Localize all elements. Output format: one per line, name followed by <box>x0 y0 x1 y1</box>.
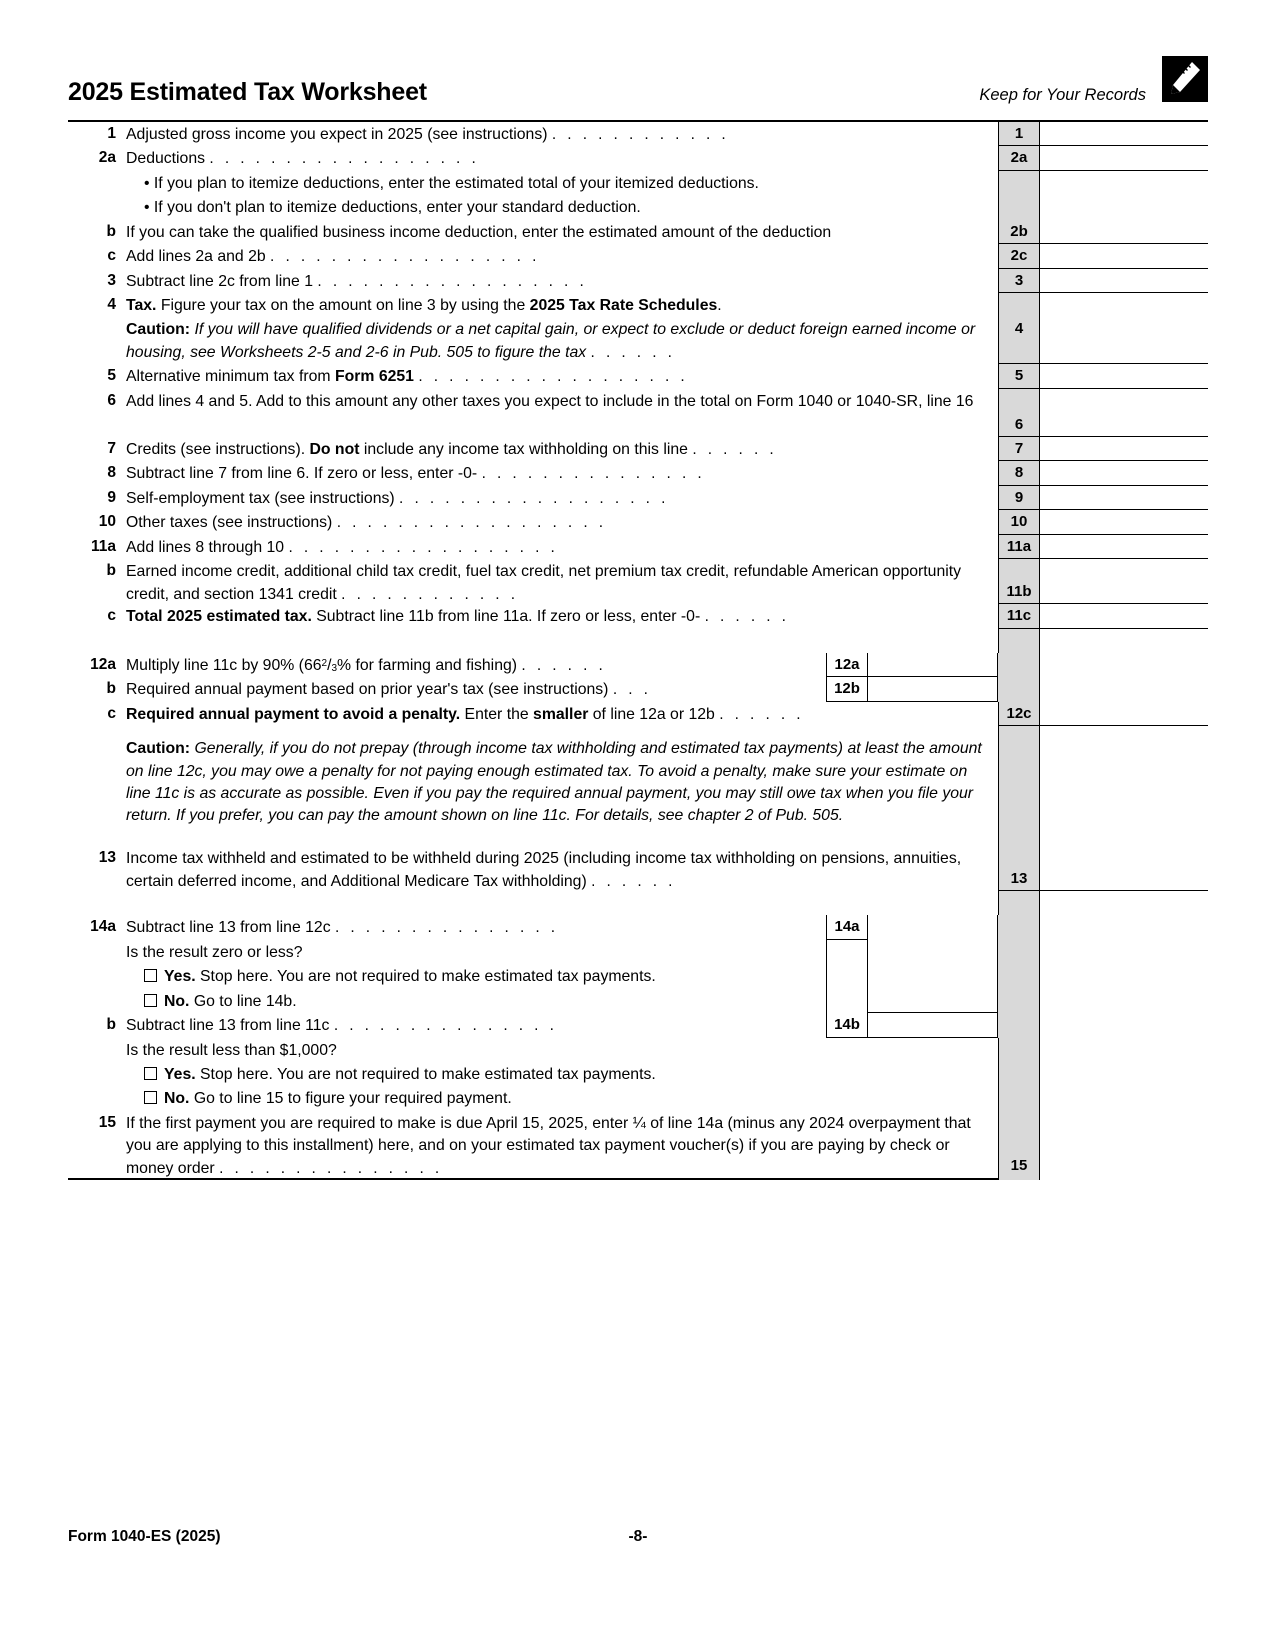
line-number: 6 <box>107 391 116 409</box>
smaller-emphasis: smaller <box>533 705 589 723</box>
line-2a-description: Deductions <box>126 150 206 168</box>
line-text <box>126 1013 826 1037</box>
keep-for-records-note: Keep for Your Records <box>979 86 1146 104</box>
line-text <box>126 989 826 1013</box>
line-number: 9 <box>107 488 116 506</box>
line-9-description: Self-employment tax (see instructions) <box>126 489 395 507</box>
line-text <box>126 413 998 437</box>
line-text <box>126 146 998 170</box>
line-number-blank <box>68 964 126 988</box>
line-number: b <box>106 680 116 698</box>
line-12c-label: 12c <box>998 702 1040 726</box>
worksheet-line-14b <box>68 1013 1208 1037</box>
shaded-cell <box>998 989 1040 1013</box>
line-number-blank <box>68 317 126 364</box>
leader-dots: . . . . . . . . . . . . . . . . . . <box>288 538 559 556</box>
line-text <box>126 867 998 891</box>
line-2a-amount-field[interactable] <box>1040 146 1208 170</box>
line-2b-description: If you can take the qualified business income deduction, enter the estimated amount of the deduction <box>126 223 832 241</box>
line-text <box>126 1154 998 1178</box>
worksheet-line-6-box <box>68 413 1208 437</box>
worksheet-line-8 <box>68 461 1208 485</box>
blank-cell <box>1040 726 1208 846</box>
page-footer <box>68 1528 1208 1546</box>
leader-dots: . . . . . . . . . . . . . . . . . . <box>317 272 588 290</box>
line-number: 14a <box>90 918 116 936</box>
spacer-row <box>68 629 1208 653</box>
worksheet-line-14a-question <box>68 940 1208 964</box>
line-2c-description: Add lines 2a and 2b <box>126 248 266 266</box>
line-15-label: 15 <box>998 1154 1040 1178</box>
checkbox-14a-no[interactable] <box>144 994 157 1007</box>
line-text: Multiply line 11c by 90% ($66^2/_3\%$ for farming and fishing) . . . . . . <box>126 656 607 674</box>
fraction-numerator: 2 <box>321 657 328 669</box>
standard-deduction-bullet-text: • If you don't plan to itemize deductions, enter your standard deduction. <box>144 199 641 217</box>
line-number-blank <box>68 726 126 846</box>
line-14b-amount-field[interactable] <box>868 1013 998 1037</box>
leader-dots: . . . . . . <box>692 441 778 459</box>
line-8-amount-field[interactable] <box>1040 461 1208 485</box>
line-11a-label: 11a <box>998 535 1040 559</box>
line-13-amount-field[interactable] <box>1040 867 1208 891</box>
line-2b-amount-field[interactable] <box>1040 220 1208 244</box>
line-number-blank <box>68 1086 126 1110</box>
no-text: Go to line 15 to figure your required payment. <box>189 1090 512 1108</box>
line-text <box>126 702 998 726</box>
line-4-description: Figure your tax on the amount on line 3 by using the <box>156 296 530 314</box>
line-number-blank <box>68 1038 126 1062</box>
blank-cell <box>1040 1062 1208 1086</box>
line-5-description: Alternative minimum tax from <box>126 368 335 386</box>
itemize-bullet-text: • If you plan to itemize deductions, enter the estimated total of your itemized deductions. <box>144 174 759 192</box>
blank-cell <box>1040 940 1208 964</box>
shaded-cell <box>998 1013 1040 1037</box>
shaded-cell <box>998 677 1040 701</box>
line-11b-label: 11b <box>998 580 1040 604</box>
yes-text: Stop here. You are not required to make estimated tax payments. <box>195 1065 656 1083</box>
worksheet-line-2c <box>68 244 1208 268</box>
worksheet-line-4 <box>68 293 1208 317</box>
blank-cell <box>1040 195 1208 219</box>
line-text <box>126 486 998 510</box>
worksheet-line-13-box <box>68 867 1208 891</box>
checkbox-14b-yes[interactable] <box>144 1067 157 1080</box>
line-14b-description: Subtract line 13 from line 11c <box>126 1017 330 1035</box>
line-12a-label: 12a <box>826 653 868 677</box>
worksheet-line-7 <box>68 437 1208 461</box>
line-11b-amount-field[interactable] <box>1040 580 1208 604</box>
line-4-tax-label: Tax. <box>126 296 157 314</box>
line-12b-label: 12b <box>826 677 868 701</box>
line-number: 13 <box>98 849 116 867</box>
blank-cell <box>1040 171 1208 195</box>
line-11c-description: Subtract line 11b from line 11a. If zero or less, enter -0- <box>311 608 701 626</box>
leader-dots: . . . <box>612 681 652 699</box>
worksheet-line-3 <box>68 269 1208 293</box>
line-text <box>126 1086 998 1110</box>
checkbox-14a-yes[interactable] <box>144 969 157 982</box>
worksheet-line-12b <box>68 677 1208 701</box>
line-6-amount-field[interactable] <box>1040 413 1208 437</box>
shaded-cell <box>998 171 1040 195</box>
leader-dots: . . . . . . . . . . . . . . . . . . <box>209 150 480 168</box>
line-2c-amount-field[interactable] <box>1040 244 1208 268</box>
line-8-label: 8 <box>998 461 1040 485</box>
leader-dots: . . . . . . <box>704 608 790 626</box>
line-text <box>126 122 998 146</box>
shaded-cell <box>998 891 1040 915</box>
caution-label: Caution: <box>126 740 191 758</box>
line-14a-question: Is the result zero or less? <box>126 943 303 961</box>
line-8-description: Subtract line 7 from line 6. If zero or less, enter -0- <box>126 465 478 483</box>
shaded-cell <box>998 629 1040 653</box>
shaded-cell <box>998 293 1040 317</box>
form-identifier: Form 1040-ES (2025) <box>68 1528 221 1545</box>
worksheet-line-14a-yes <box>68 964 1208 988</box>
line-text <box>126 915 826 939</box>
worksheet-line-10 <box>68 510 1208 534</box>
line-13-label: 13 <box>998 867 1040 891</box>
line-11a-amount-field[interactable] <box>1040 535 1208 559</box>
line-3-label: 3 <box>998 269 1040 293</box>
blank-cell <box>1040 293 1208 317</box>
line-7-description-cont: include any income tax withholding on this line <box>359 441 688 459</box>
line-text <box>126 510 998 534</box>
leader-dots: . . . . . . . . . . . . <box>341 585 519 603</box>
line-number-blank <box>68 195 126 219</box>
line-text <box>126 220 998 244</box>
worksheet-line-4-caution <box>68 317 1208 364</box>
worksheet-line-2a-bullet-2 <box>68 195 1208 219</box>
line-14a-label: 14a <box>826 915 868 939</box>
shaded-cell <box>998 389 1040 413</box>
line-number: b <box>106 1016 116 1034</box>
leader-dots: . . . . . . . . . . . . . . . . . . <box>399 489 669 507</box>
blank-cell <box>868 940 998 964</box>
blank-text <box>126 891 998 915</box>
leader-dots: . . . . . . . . . . . . . . . . . . <box>270 248 540 266</box>
worksheet-line-11a <box>68 535 1208 559</box>
yes-label: Yes. <box>164 968 196 986</box>
required-annual-payment-label: Required annual payment to avoid a penalty. <box>126 705 461 723</box>
line-12a-amount-field[interactable] <box>868 653 998 677</box>
worksheet-line-14b-question <box>68 1038 1208 1062</box>
shaded-cell <box>998 195 1040 219</box>
leader-dots: . . . . . . <box>591 872 676 890</box>
line-4-amount-field[interactable] <box>1040 317 1208 364</box>
do-not-emphasis: Do not <box>309 441 360 459</box>
line-2c-label: 2c <box>998 244 1040 268</box>
line-number-blank <box>68 1062 126 1086</box>
blank-text <box>126 629 998 653</box>
blank-cell <box>1040 891 1208 915</box>
line-3-amount-field[interactable] <box>1040 269 1208 293</box>
leader-dots: . . . . . . . . . . . . . . . <box>334 919 559 937</box>
leader-dots: . . . . . . . . . . . . . . . <box>481 465 706 483</box>
line-11c-amount-field[interactable] <box>1040 604 1208 628</box>
blank-cell <box>1040 629 1208 653</box>
line-12b-description: Required annual payment based on prior year's tax (see instructions) <box>126 681 609 699</box>
line-1-description: Adjusted gross income you expect in 2025 (see instructions) <box>126 126 548 143</box>
line-number: 7 <box>107 440 116 458</box>
line-1-amount-field[interactable] <box>1040 122 1208 146</box>
line-text <box>126 580 998 604</box>
worksheet-line-15-box <box>68 1154 1208 1178</box>
estimated-tax-worksheet <box>68 120 1208 1180</box>
line-7-label: 7 <box>998 437 1040 461</box>
worksheet-line-14a-no <box>68 989 1208 1013</box>
blank-cell <box>1040 1038 1208 1062</box>
total-estimated-tax-label: Total 2025 estimated tax. <box>126 608 312 626</box>
worksheet-line-9 <box>68 486 1208 510</box>
worksheet-line-6 <box>68 389 1208 413</box>
line-number-blank <box>68 867 126 891</box>
line-14a-amount-field[interactable] <box>868 915 998 939</box>
line-number: c <box>107 247 116 265</box>
yes-label: Yes. <box>164 1065 196 1083</box>
line-number-blank <box>68 580 126 604</box>
worksheet-line-12c <box>68 702 1208 726</box>
shaded-cell <box>998 915 1040 939</box>
leader-dots: . . . . . . . . . . . . . . . . . . <box>418 368 689 386</box>
worksheet-line-14a <box>68 915 1208 939</box>
caution-text: If you will have qualified dividends or a net capital gain, or expect to exclude or deduct foreign earned income or housing, see Worksheets 2-5 and 2-6 in Pub. 505 to figure the tax <box>126 321 976 361</box>
line-number: 3 <box>107 271 116 289</box>
line-13-description: Income tax withheld and estimated to be withheld during 2025 (including income tax withholding on pensions, annuities, certain deferred income, and Additional Medicare Tax withholding) <box>126 850 962 890</box>
shaded-cell <box>826 964 868 988</box>
line-11b-description: Earned income credit, additional child tax credit, fuel tax credit, net premium tax credit, refundable American opportunity credit, and section 1341 credit <box>126 563 962 603</box>
line-text <box>126 244 998 268</box>
tax-rate-schedules-ref: 2025 Tax Rate Schedules <box>529 296 718 314</box>
line-11c-label: 11c <box>998 604 1040 628</box>
blank-cell <box>1040 653 1208 677</box>
caution-label: Caution: <box>126 321 191 339</box>
line-text <box>126 437 998 461</box>
line-10-description: Other taxes (see instructions) <box>126 514 333 532</box>
blank-cell <box>1040 915 1208 939</box>
line-number-blank <box>68 940 126 964</box>
line-1-label: 1 <box>998 122 1040 146</box>
line-number: 10 <box>98 513 116 531</box>
line-4-label: 4 <box>998 317 1040 364</box>
line-number: b <box>106 222 116 240</box>
line-number: 12a <box>90 655 116 673</box>
blank-cell <box>868 964 998 988</box>
fraction-denominator: 3 <box>331 662 338 674</box>
leader-dots: . . . . . . . . . . . . . . . . . . <box>336 514 607 532</box>
line-2b-label: 2b <box>998 220 1040 244</box>
shaded-cell <box>998 964 1040 988</box>
shaded-cell <box>998 1038 1040 1062</box>
checkbox-14b-no[interactable] <box>144 1091 157 1104</box>
line-number: 11a <box>90 537 116 555</box>
worksheet-line-11b-box <box>68 580 1208 604</box>
line-text <box>126 461 998 485</box>
line-text <box>126 604 998 628</box>
line-text <box>126 317 998 364</box>
line-number: 15 <box>98 1113 116 1131</box>
shaded-cell <box>998 1062 1040 1086</box>
blank-cell <box>1040 389 1208 413</box>
shaded-cell <box>998 653 1040 677</box>
line-5-amount-field[interactable] <box>1040 364 1208 388</box>
line-text <box>126 726 998 846</box>
line-text <box>126 964 826 988</box>
line-number: 4 <box>107 295 116 313</box>
line-number: c <box>107 704 116 722</box>
line-number: b <box>106 562 116 580</box>
line-12b-amount-field[interactable] <box>868 677 998 701</box>
worksheet-line-12a <box>68 653 1208 677</box>
leader-dots: . . . . . . . . . . . . . . . <box>219 1159 443 1177</box>
shaded-cell <box>998 940 1040 964</box>
line-4-period: . <box>717 296 722 314</box>
line-text <box>126 1062 998 1086</box>
line-number: 1 <box>107 125 116 142</box>
line-12c-description: Enter the <box>460 705 534 723</box>
form-6251-ref: Form 6251 <box>334 368 414 386</box>
line-number: 5 <box>107 367 116 385</box>
line-10-amount-field[interactable] <box>1040 510 1208 534</box>
line-7-amount-field[interactable] <box>1040 437 1208 461</box>
line-12a-description: Multiply line 11c by 90% (66 <box>126 656 322 674</box>
no-label: No. <box>164 992 190 1010</box>
worksheet-line-2a-bullet-1 <box>68 171 1208 195</box>
blank-cell <box>868 989 998 1013</box>
line-number-blank <box>68 989 126 1013</box>
blank-cell <box>1040 1086 1208 1110</box>
blank-cell <box>1040 989 1208 1013</box>
page-number: -8- <box>628 1528 648 1545</box>
line-text <box>126 677 826 701</box>
line-number: c <box>107 607 116 625</box>
worksheet-line-1 <box>68 122 1208 146</box>
line-text <box>126 293 998 317</box>
worksheet-line-14b-yes <box>68 1062 1208 1086</box>
leader-dots: . . . . . . <box>719 705 805 723</box>
leader-dots: . . . . . . <box>521 656 607 674</box>
spacer-row <box>68 891 1208 915</box>
shaded-cell <box>826 989 868 1013</box>
line-number-blank <box>68 171 126 195</box>
line-number: 8 <box>107 464 116 482</box>
line-10-label: 10 <box>998 510 1040 534</box>
leader-dots: . . . . . . . . . . . . <box>551 126 730 143</box>
pencil-icon <box>1162 56 1208 102</box>
shaded-cell <box>826 940 868 964</box>
line-9-amount-field[interactable] <box>1040 486 1208 510</box>
line-12a-description-cont: % for farming and fishing) <box>337 656 518 674</box>
line-2a-label: 2a <box>998 146 1040 170</box>
line-14a-description: Subtract line 13 from line 12c <box>126 919 331 937</box>
line-6-label: 6 <box>998 413 1040 437</box>
worksheet-header <box>68 78 1208 122</box>
yes-text: Stop here. You are not required to make estimated tax payments. <box>195 968 656 986</box>
line-number: 2a <box>98 149 116 167</box>
page-title: 2025 Estimated Tax Worksheet <box>68 78 427 106</box>
line-12c-description-cont: of line 12a or 12b <box>588 705 715 723</box>
blank-cell <box>1040 964 1208 988</box>
line-14b-label: 14b <box>826 1013 868 1037</box>
line-text <box>126 269 998 293</box>
line-12c-amount-field[interactable] <box>1040 702 1208 726</box>
line-text <box>126 535 998 559</box>
line-text <box>126 364 998 388</box>
line-9-label: 9 <box>998 486 1040 510</box>
blank-cell <box>1040 1013 1208 1037</box>
shaded-cell <box>998 1086 1040 1110</box>
shaded-cell <box>998 726 1040 846</box>
worksheet-line-11c <box>68 604 1208 628</box>
worksheet-line-2a <box>68 146 1208 170</box>
line-7-description: Credits (see instructions). <box>126 441 310 459</box>
no-label: No. <box>164 1090 190 1108</box>
leader-dots: . . . . . . <box>590 343 676 361</box>
blank-cell <box>1040 677 1208 701</box>
line-number-blank <box>68 629 126 653</box>
line-6-description: Add lines 4 and 5. Add to this amount any other taxes you expect to include in the total on Form 1040 or 1040-SR, line 16 <box>126 392 974 410</box>
line-5-label: 5 <box>998 364 1040 388</box>
line-3-description: Subtract line 2c from line 1 <box>126 272 314 290</box>
worksheet-line-5 <box>68 364 1208 388</box>
line-15-amount-field[interactable] <box>1040 1154 1208 1178</box>
no-text: Go to line 14b. <box>189 992 297 1010</box>
line-11a-description: Add lines 8 through 10 <box>126 538 285 556</box>
worksheet-line-12c-caution <box>68 726 1208 846</box>
line-14b-question: Is the result less than $1,000? <box>126 1041 337 1059</box>
leader-dots: . . . . . . . . . . . . . . . <box>333 1017 558 1035</box>
line-number-blank <box>68 891 126 915</box>
line-number-blank <box>68 1154 126 1178</box>
caution-text: Generally, if you do not prepay (through income tax withholding and estimated tax payments) at least the amount on line 12c, you may owe a penalty for not paying enough estimated tax. To avoid a penalty, make sure your estimate on line 11c is as accurate as possible. Even if you pay the required annual payment, you may still owe tax when you file your return. If you prefer, you can pay the amount shown on line 11c. For details, see chapter 2 of Pub. 505. <box>126 740 982 825</box>
worksheet-line-2b <box>68 220 1208 244</box>
line-number-blank <box>68 413 126 437</box>
line-15-description: If the first payment you are required to make is due April 15, 2025, enter ¼ of line 14a (minus any 2024 overpayment that you are applying to this installment) here, and on your estimated tax payment voucher(s) if you are paying by check or money order <box>126 1114 971 1177</box>
worksheet-line-14b-no <box>68 1086 1208 1110</box>
